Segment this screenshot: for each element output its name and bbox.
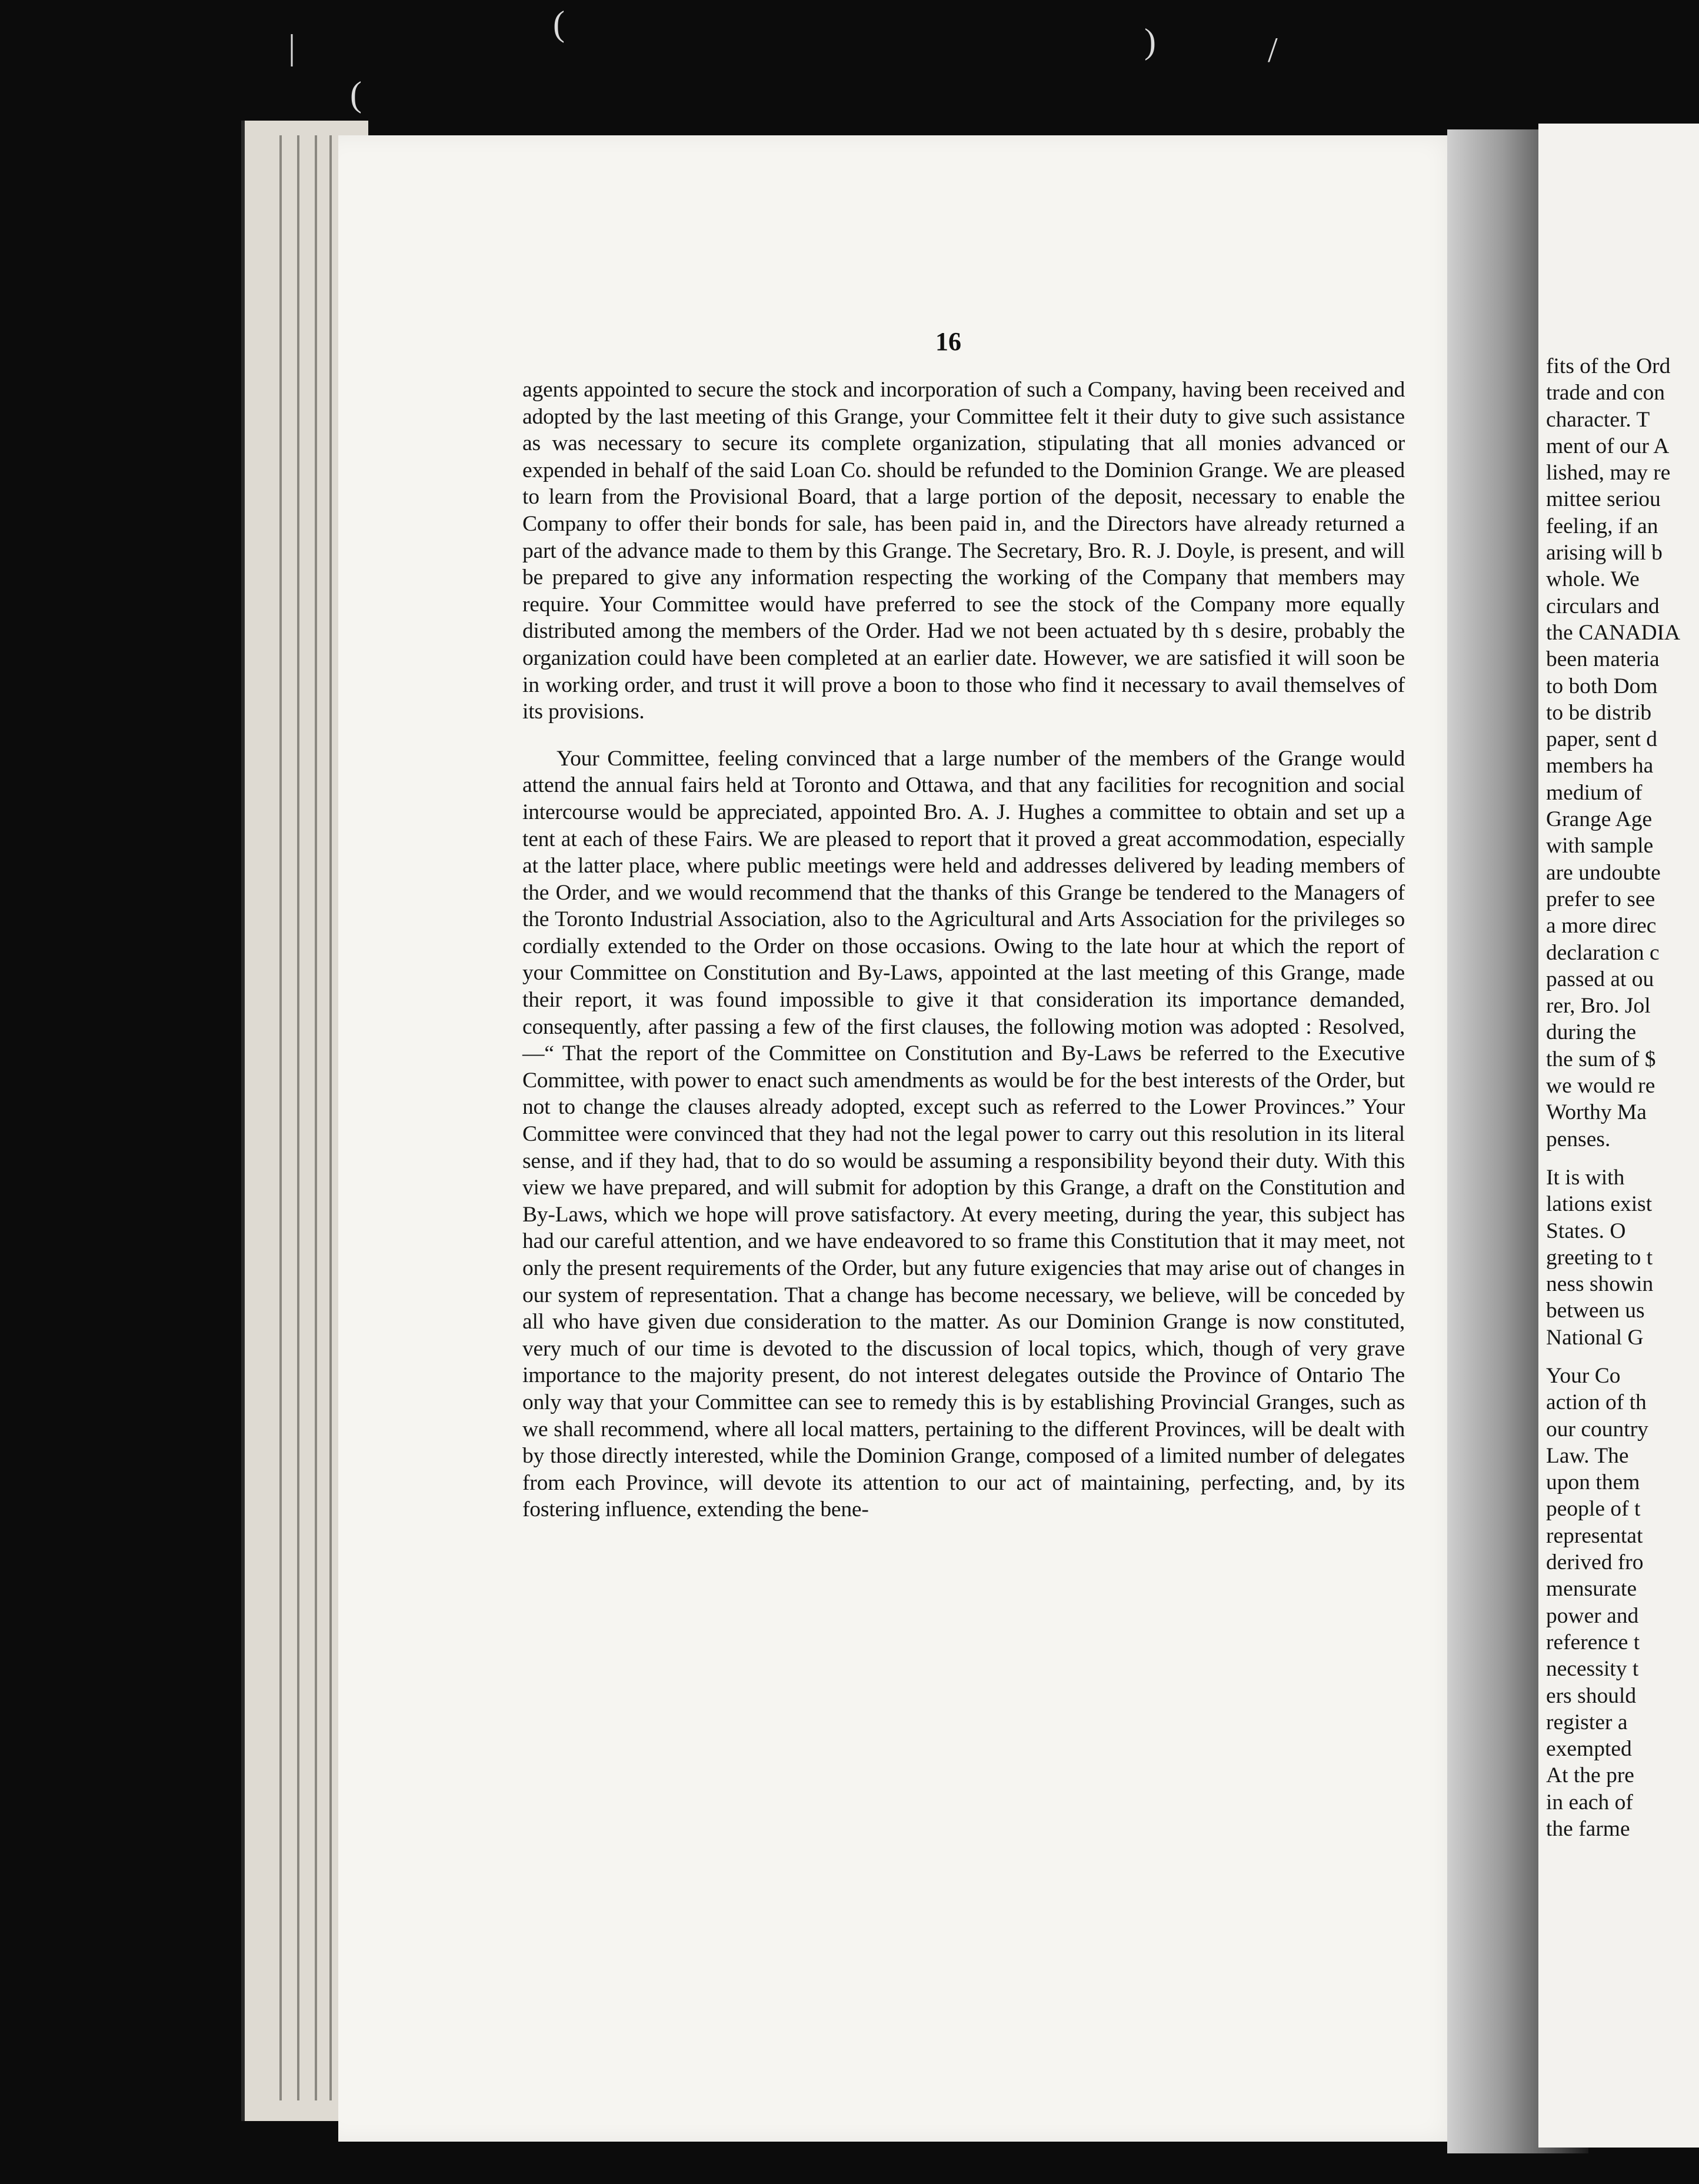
facing-page-line: mittee seriou xyxy=(1546,487,1661,512)
page-stack-line xyxy=(315,135,317,2100)
facing-page-line: members ha xyxy=(1546,754,1654,778)
facing-page-line: mensurate xyxy=(1546,1577,1637,1602)
facing-page-line: greeting to t xyxy=(1546,1245,1653,1270)
paragraph: Your Committee, feeling convinced that a large number of the members of the Grange would attend the annual fairs held at Toronto and Ottawa, and that any facilities for recognition and social intercourse would be appreciated, appointed Bro. A. J. Hughes a committee to obtain and set up a tent at each of these Fairs. We are pleased to report that it proved a great accommodation, especially at the latter place, where public meetings were held and addresses delivered by leading members of the Order, and we would recommend that the thanks of this Grange be tendered to the Managers of the Toronto Industrial Association, also to the Agricultural and Arts Association for the privileges so cordially extended to the Order on those occasions. Owing to the late hour at which the report of your Committee on Constitution and By-Laws, appointed at the last meeting of this Grange, made their report, it was found impossible to give it that consideration its importance demanded, consequently, after passing a few of the first clauses, the following motion was adopted : Resolved, —“ That the report of the Committee on Constitution and By-Laws be referred to the Executive Committee, with power to enact such amendments as would be for the best interests of the Order, but not to change the clauses already adopted, except such as referred to the Lower Provinces.” Your Committee were convinced that they had not the legal power to carry out this resolution in its literal sense, and if they had, that to do so would be assuming a responsibility beyond their duty. With this view we have prepared, and will submit for adoption by this Grange, a draft on the Constitution and By-Laws, which we hope will prove satisfactory. At every meeting, during the year, this subject has had our careful attention, and we have endeavored to so frame this Constitution that it may meet, not only the present requirements of the Order, but any future exigencies that may arise out of changes in our system of representation. That a change has become necessary, we believe, will be conceded by all who have given due consideration to the matter. As our Dominion Grange is now constituted, very much of our time is devoted to the discussion of local topics, which, though of very grave importance to the majority present, do not interest delegates outside the Province of Ontario The only way that your Committee can see to remedy this is by establishing Provincial Granges, such as we shall recommend, where all local matters, pertaining to the different Provinces, will be dealt with by those directly interested, while the Dominion Grange, composed of a limited number of delegates from each Province, will devote its attention to our act of maintaining, perfecting, and, by its fostering influence, extending the bene- xyxy=(522,746,1405,1522)
facing-page-line: It is with xyxy=(1546,1165,1625,1190)
facing-page-line: character. T xyxy=(1546,407,1650,432)
page-stack-line xyxy=(279,135,282,2100)
facing-page-line: passed at ou xyxy=(1546,967,1654,991)
facing-page-line: paper, sent d xyxy=(1546,727,1658,752)
facing-page-line: with sample xyxy=(1546,834,1654,858)
facing-page-line: the farme xyxy=(1546,1817,1630,1842)
facing-page-line: lished, may re xyxy=(1546,461,1671,485)
facing-page-line: representat xyxy=(1546,1523,1643,1548)
paragraph-gap xyxy=(1546,1351,1699,1363)
scan-mark: / xyxy=(1268,31,1278,69)
facing-page-line: whole. We xyxy=(1546,567,1640,592)
scan-mark: ( xyxy=(553,4,565,43)
facing-page-line: At the pre xyxy=(1546,1763,1634,1788)
facing-page-line: Law. The xyxy=(1546,1443,1629,1468)
facing-page-line: Your Co xyxy=(1546,1363,1621,1388)
facing-page-line: exempted xyxy=(1546,1737,1632,1762)
facing-page-line: during the xyxy=(1546,1020,1637,1045)
facing-page-line: declaration c xyxy=(1546,940,1660,965)
facing-page-line: ness showin xyxy=(1546,1272,1654,1297)
facing-page-line: trade and con xyxy=(1546,381,1665,405)
facing-page-line: the CANADIA xyxy=(1546,620,1681,645)
facing-page-line: we would re xyxy=(1546,1074,1655,1098)
facing-page-line: register a xyxy=(1546,1710,1628,1734)
facing-page-text xyxy=(1546,353,1699,1842)
facing-page-line: are undoubte xyxy=(1546,860,1661,885)
facing-page-line: upon them xyxy=(1546,1470,1640,1495)
facing-page-line: lations exist xyxy=(1546,1192,1653,1217)
facing-page-line: circulars and xyxy=(1546,594,1660,618)
facing-page-line: Worthy Ma xyxy=(1546,1100,1647,1125)
body-text xyxy=(522,377,1405,1523)
facing-page-line: fits of the Ord xyxy=(1546,354,1671,378)
facing-page-line: Grange Age xyxy=(1546,807,1653,832)
facing-page-line: ment of our A xyxy=(1546,434,1670,458)
facing-page-line: power and xyxy=(1546,1603,1639,1628)
facing-page-line: arising will b xyxy=(1546,541,1663,565)
facing-page-line: penses. xyxy=(1546,1127,1611,1151)
facing-page-line: our country xyxy=(1546,1417,1648,1441)
paragraph: agents appointed to secure the stock and incorporation of such a Company, having been received and adopted by the last meeting of this Grange, your Committee felt it their duty to give such assistance as was necessary to secure its complete organization, stipulating that all monies advanced or expended in behalf of the said Loan Co. should be refunded to the Dominion Grange. We are pleased to learn from the Provisional Board, that a large portion of the deposit, necessary to enable the Company to offer their bonds for sale, has been paid in, and the Directors have already returned a part of the advance made to them by this Grange. The Secretary, Bro. R. J. Doyle, is present, and will be prepared to give any information respecting the working of the Company that members may require. Your Committee would have preferred to see the stock of the Company more equally distributed among the members of the Order. Had we not been actuated by th s desire, probably the organization could have been completed at an earlier date. However, we are satisfied it will soon be in working order, and trust it will prove a boon to those who find it necessary to avail themselves of its provisions. xyxy=(522,378,1405,724)
facing-page-line: rer, Bro. Jol xyxy=(1546,994,1651,1018)
facing-page-line: a more direc xyxy=(1546,914,1657,938)
facing-page-line: to both Dom xyxy=(1546,674,1658,698)
facing-page-line: necessity t xyxy=(1546,1657,1639,1682)
facing-page-line: prefer to see xyxy=(1546,887,1655,911)
facing-page-line: been materia xyxy=(1546,647,1660,672)
scan-mark: ( xyxy=(350,75,362,114)
facing-page-line: derived fro xyxy=(1546,1550,1644,1575)
facing-page-line: National G xyxy=(1546,1325,1644,1350)
facing-page-line: in each of xyxy=(1546,1790,1633,1815)
scan-mark: | xyxy=(288,28,296,66)
facing-page-line: action of th xyxy=(1546,1390,1647,1415)
page-stack-line xyxy=(297,135,299,2100)
facing-page-line: medium of xyxy=(1546,780,1643,805)
page-stack-line xyxy=(329,135,332,2100)
facing-page-line: to be distrib xyxy=(1546,700,1652,725)
facing-page-line: reference t xyxy=(1546,1630,1640,1654)
facing-page-line: between us xyxy=(1546,1299,1645,1323)
facing-page-line: feeling, if an xyxy=(1546,514,1658,538)
page-number: 16 xyxy=(935,327,961,356)
paragraph-gap xyxy=(1546,1153,1699,1164)
facing-page-line: people of t xyxy=(1546,1497,1641,1522)
facing-page-line: States. O xyxy=(1546,1218,1626,1243)
scan-mark: ) xyxy=(1144,22,1156,61)
facing-page-line: the sum of $ xyxy=(1546,1047,1656,1071)
facing-page-line: ers should xyxy=(1546,1683,1637,1708)
